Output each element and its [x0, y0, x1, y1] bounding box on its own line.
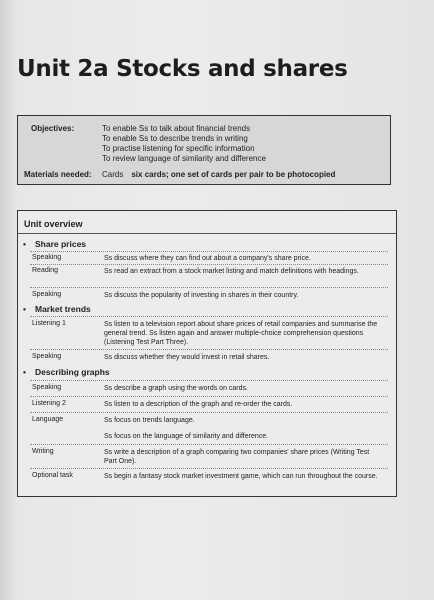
row-text: Ss focus on trends language.	[104, 417, 195, 424]
row-label: Writing	[32, 448, 54, 455]
row-text: Ss begin a fantasy stock market investment game, which can run throughout the course.	[104, 473, 378, 480]
row-label: Listening 2	[32, 400, 66, 407]
materials-note: six cards; one set of cards per pair to be photocopied	[131, 170, 336, 179]
row-divider	[30, 264, 388, 265]
row-divider	[30, 468, 388, 469]
objective-line: To practise listening for specific information	[102, 144, 255, 153]
bullet-icon: •	[23, 304, 26, 314]
section-heading	[23, 239, 86, 249]
objectives-list	[102, 124, 266, 164]
row-divider	[30, 287, 388, 288]
row-label: Listening 1	[32, 320, 66, 327]
row-text: Ss discuss the popularity of investing in shares in their country.	[104, 292, 299, 299]
row-label: Speaking	[32, 254, 62, 261]
materials-cards: Cards	[102, 170, 124, 179]
row-label: Reading	[32, 267, 59, 274]
row-text: Ss discuss whether they would invest in retail shares.	[104, 354, 270, 361]
section-heading-label: Share prices	[35, 239, 87, 249]
objective-line: To review language of similarity and difference	[102, 154, 266, 163]
overview-rule	[18, 233, 396, 234]
row-text: Ss read an extract from a stock market listing and match definitions with headings.	[104, 268, 359, 275]
section-heading	[23, 304, 91, 314]
row-label: Speaking	[32, 353, 62, 360]
row-divider	[30, 251, 388, 252]
row-text: Ss describe a graph using the words on cards.	[104, 385, 248, 392]
materials-label: Materials needed:	[24, 170, 92, 179]
page-title: Unit 2a Stocks and shares	[17, 56, 348, 82]
objectives-label: Objectives:	[31, 124, 75, 133]
row-text: Ss listen to a television report about share prices of retail companies and summarise the general trend. Ss listen again and answer multiple-choice comprehension questions (Listening Test Part Three).	[104, 321, 378, 346]
overview-title: Unit overview	[24, 219, 83, 229]
row-divider	[30, 444, 388, 445]
row-label: Optional task	[32, 472, 73, 479]
row-label: Language	[32, 416, 64, 423]
objectives-box	[17, 115, 391, 185]
row-divider	[30, 396, 388, 397]
objective-line: To enable Ss to talk about financial trends	[102, 124, 251, 133]
section-heading-label: Describing graphs	[35, 367, 110, 377]
row-text: Ss focus on the language of similarity and difference.	[104, 433, 269, 440]
objective-line: To enable Ss to describe trends in writing	[102, 134, 248, 143]
row-text: Ss listen to a description of the graph and re-order the cards.	[104, 401, 293, 408]
row-label: Speaking	[32, 384, 62, 391]
row-label: Speaking	[32, 291, 62, 298]
bullet-icon: •	[23, 367, 26, 377]
row-text: Ss discuss where they can find out about a company's share price.	[104, 255, 311, 262]
section-heading-label: Market trends	[35, 304, 91, 314]
row-divider	[30, 380, 388, 381]
row-divider	[30, 316, 388, 317]
materials-value	[102, 170, 335, 179]
row-text: Ss write a description of a graph comparing two companies' share prices (Writing Test Part One).	[104, 449, 370, 465]
bullet-icon: •	[23, 239, 26, 249]
row-divider	[30, 412, 388, 413]
section-heading	[23, 367, 110, 377]
row-divider	[30, 349, 388, 350]
unit-overview-box	[17, 210, 397, 497]
